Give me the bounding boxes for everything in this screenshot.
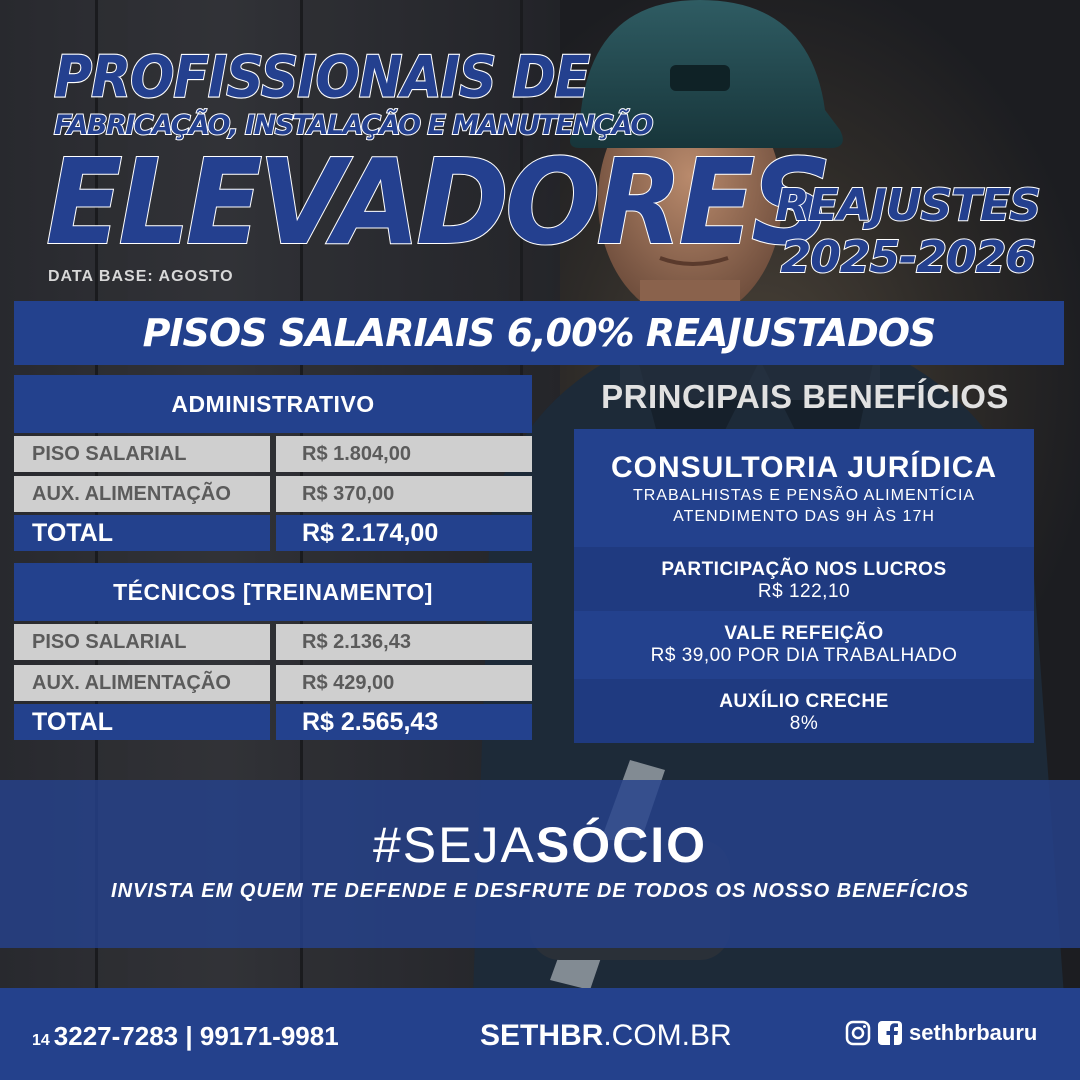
benefit-item: [574, 679, 1034, 743]
benefit-value: R$ 39,00 POR DIA TRABALHADO: [650, 645, 958, 666]
table-total-row: [14, 515, 532, 551]
salary-banner-text: PISOS SALARIAIS 6,00% REAJUSTADOS: [142, 311, 936, 355]
table-heading-administrativo: ADMINISTRATIVO: [14, 375, 532, 433]
cta-subtitle: INVISTA EM QUEM TE DEFENDE E DESFRUTE DE TODOS OS NOSSO BENEFÍCIOS: [111, 880, 969, 902]
cta-band: [0, 780, 1080, 948]
site-rest: .COM.BR: [603, 1019, 732, 1052]
salary-banner: [14, 301, 1064, 365]
footer: [0, 988, 1080, 1080]
data-base-label: DATA BASE: AGOSTO: [48, 268, 234, 285]
row-value: R$ 429,00: [276, 665, 532, 701]
table-total-row: [14, 704, 532, 740]
benefit-value: 8%: [789, 713, 819, 734]
row-label: AUX. ALIMENTAÇÃO: [14, 476, 270, 512]
facebook-icon[interactable]: [877, 1020, 903, 1046]
title-line1: PROFISSIONAIS DE: [54, 45, 590, 111]
benefits-title: PRINCIPAIS BENEFÍCIOS: [601, 378, 1009, 415]
table-row: [14, 436, 532, 472]
benefit-value: R$ 122,10: [757, 581, 851, 602]
benefit-heading: AUXÍLIO CRECHE: [719, 691, 889, 712]
area-code: 14: [32, 1032, 50, 1049]
title-line3: ELEVADORES: [46, 134, 828, 272]
instagram-icon[interactable]: [845, 1020, 871, 1046]
social-handle-text: sethbrbauru: [909, 1020, 1038, 1045]
hashtag-bold: SÓCIO: [535, 817, 707, 873]
row-label: PISO SALARIAL: [14, 624, 270, 660]
benefit-item: [574, 547, 1034, 611]
table-row: [14, 476, 532, 512]
row-label: AUX. ALIMENTAÇÃO: [14, 665, 270, 701]
reajustes-label: REAJUSTES: [775, 180, 1040, 231]
website-link[interactable]: [480, 1019, 732, 1053]
benefit-legal-line1: TRABALHISTAS E PENSÃO ALIMENTÍCIA: [632, 487, 976, 504]
benefit-heading: PARTICIPAÇÃO NOS LUCROS: [661, 559, 947, 580]
total-value: R$ 2.565,43: [276, 704, 532, 740]
reajustes-period: 2025-2026: [780, 232, 1035, 283]
row-value: R$ 1.804,00: [276, 436, 532, 472]
reajustes-badge: [775, 180, 1040, 284]
benefit-legal-line2: ATENDIMENTO DAS 9H ÀS 17H: [673, 508, 935, 525]
table-row: [14, 665, 532, 701]
hashtag: [0, 816, 1080, 874]
benefit-legal-heading: CONSULTORIA JURÍDICA: [610, 451, 998, 484]
table-row: [14, 624, 532, 660]
site-bold: SETHBR: [480, 1019, 604, 1052]
title-line2: FABRICAÇÃO, INSTALAÇÃO E MANUTENÇÃO: [54, 110, 652, 141]
row-label: PISO SALARIAL: [14, 436, 270, 472]
total-label: TOTAL: [14, 704, 270, 740]
total-value: R$ 2.174,00: [276, 515, 532, 551]
phone-numbers[interactable]: [32, 1021, 339, 1052]
benefit-legal-panel: [574, 429, 1034, 547]
phone-text: 3227-7283 | 99171-9981: [53, 1021, 339, 1051]
total-label: TOTAL: [14, 515, 270, 551]
benefit-item: [574, 611, 1034, 679]
hashtag-light: #SEJA: [373, 817, 536, 873]
table-heading-tecnicos: TÉCNICOS [TREINAMENTO]: [14, 563, 532, 621]
row-value: R$ 370,00: [276, 476, 532, 512]
row-value: R$ 2.136,43: [276, 624, 532, 660]
social-handle[interactable]: [845, 1020, 1037, 1046]
benefit-heading: VALE REFEIÇÃO: [724, 623, 884, 644]
